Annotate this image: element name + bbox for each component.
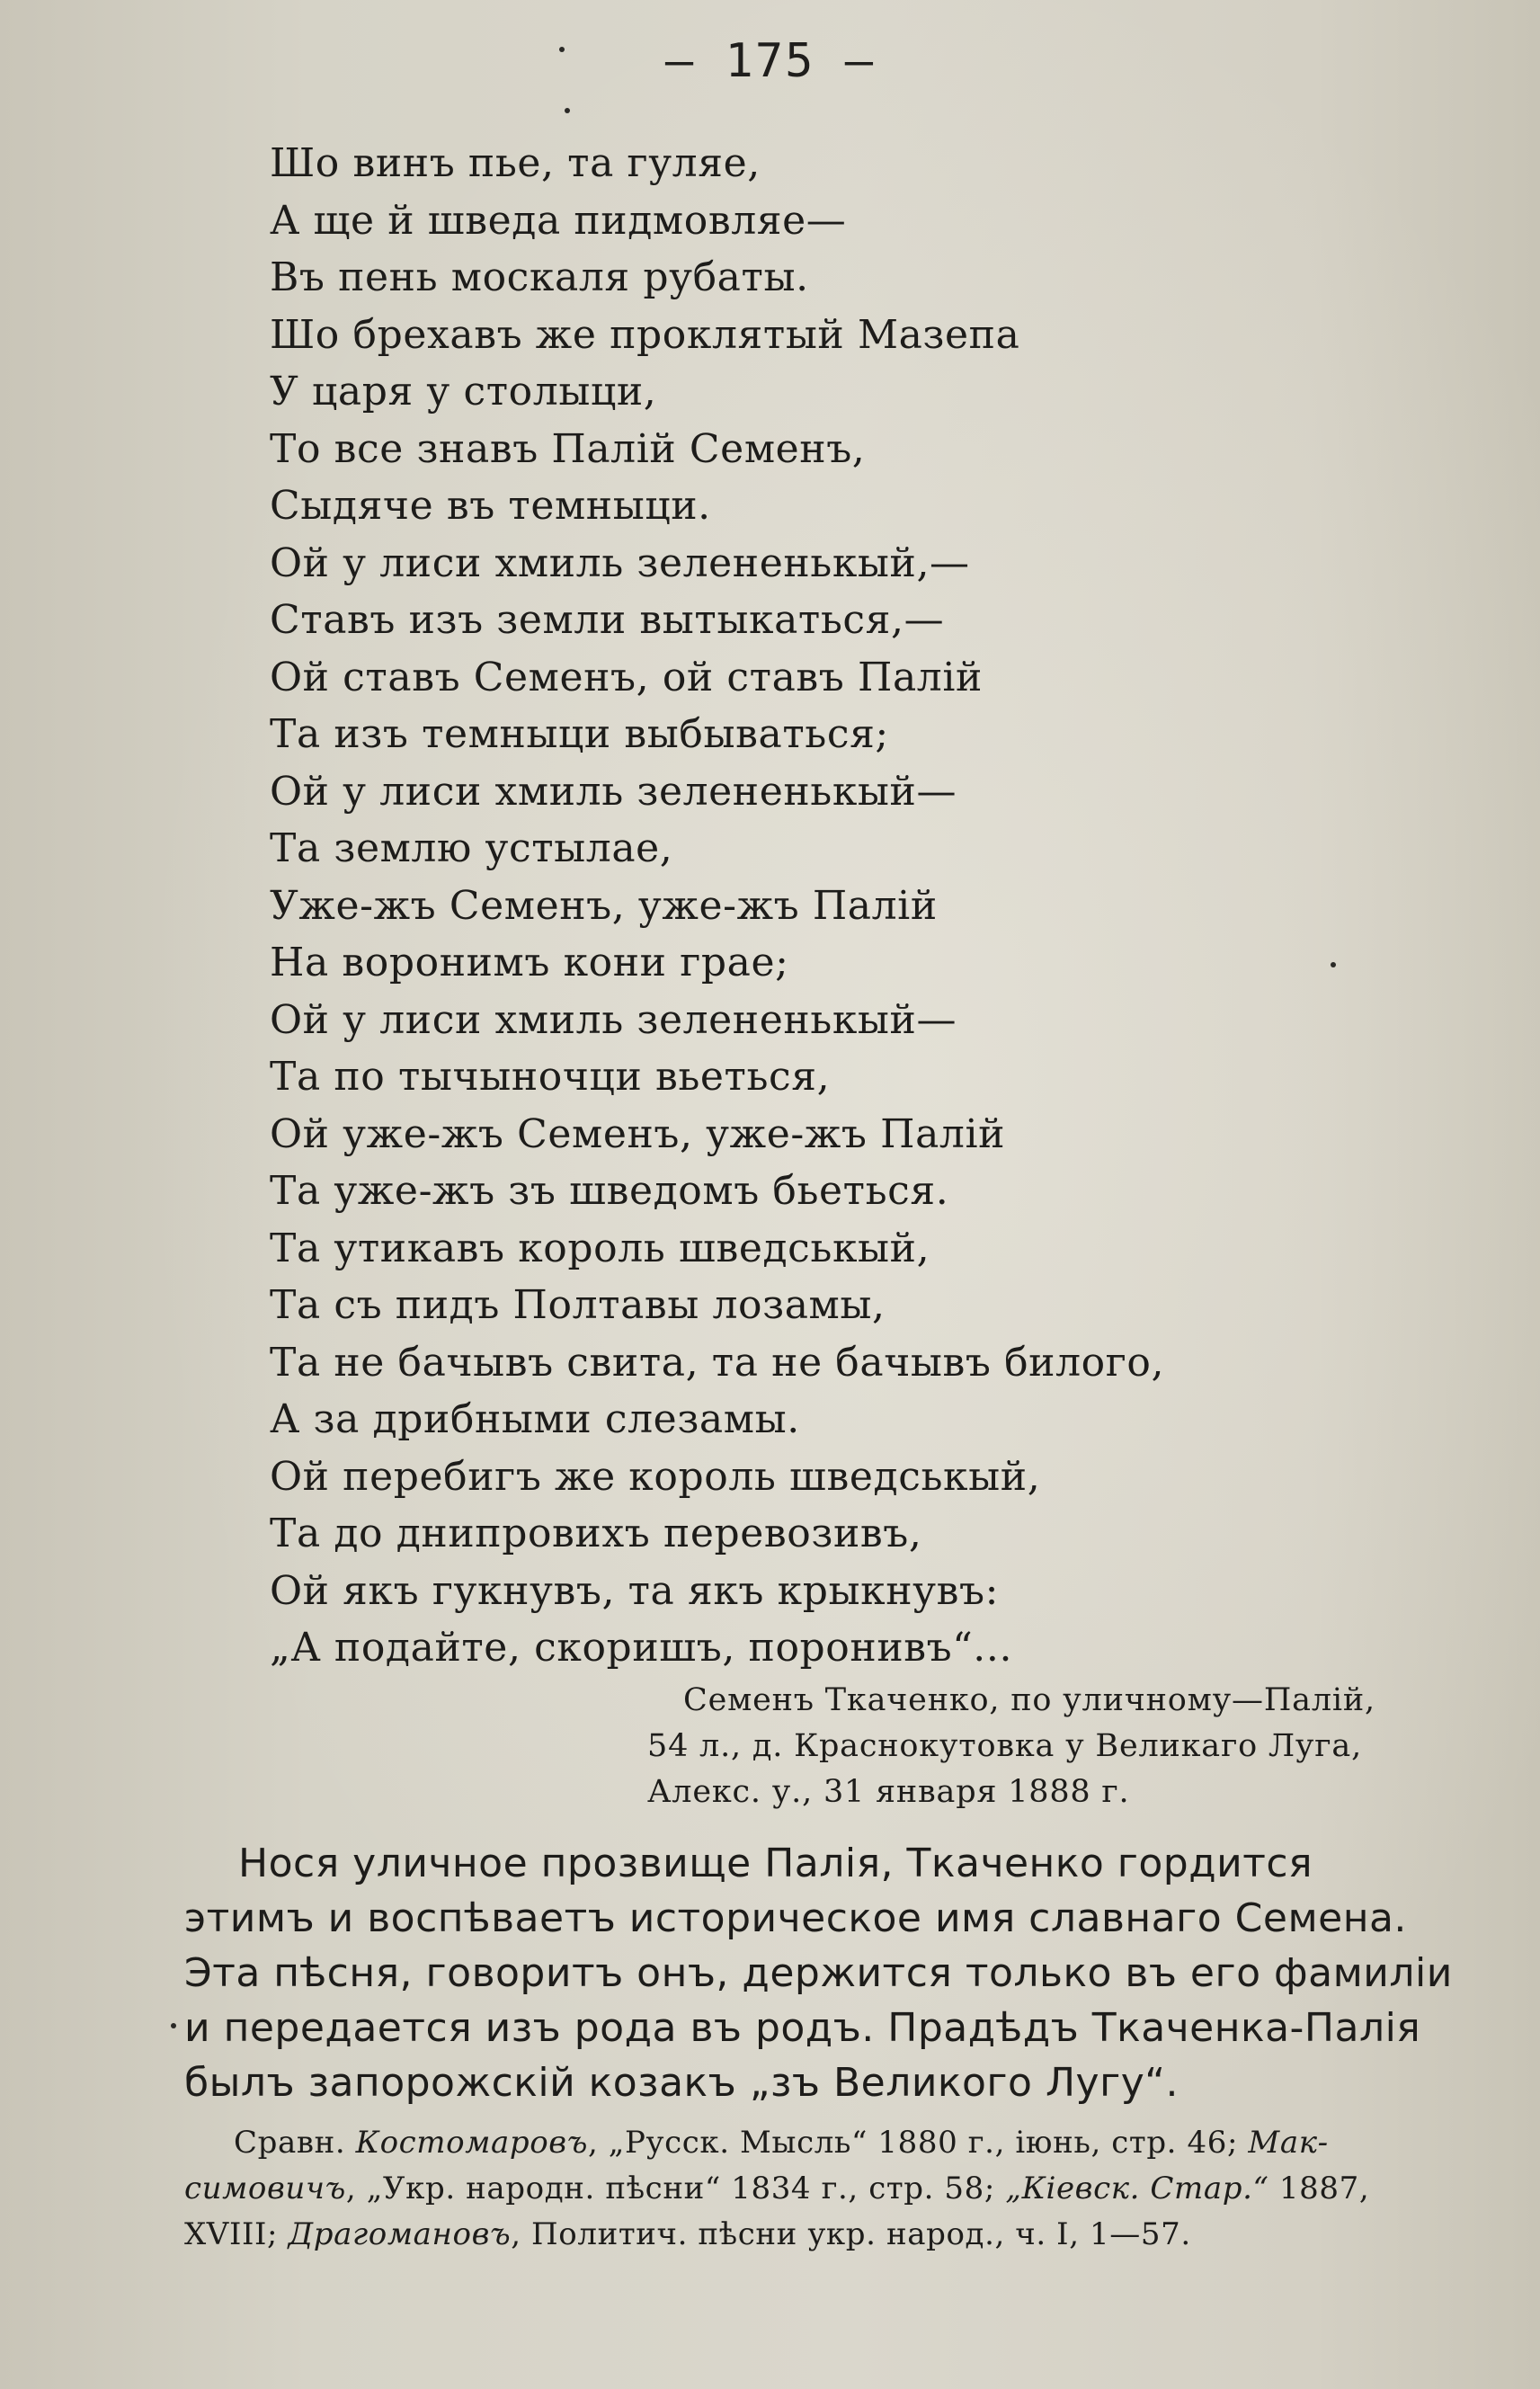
ref-text: , Политич. пѣсни укр. народ., ч. I, 1—57. [511,2216,1191,2252]
ref-text: 1887, [1268,2171,1370,2206]
poem-line: Ой у лиси хмиль зелененькый— [270,768,957,815]
poem-line: Сыдяче въ темныци. [270,483,711,529]
poem-line: Та изъ темныци выбываться; [270,711,889,757]
attribution-line: Алекс. у., 31 января 1888 г. [647,1774,1130,1810]
poem-line: Шо винъ пье, та гуляе, [270,140,761,186]
poem-line: А за дрибными слезамы. [270,1396,800,1442]
ink-speck [565,108,570,113]
attribution-line: Семенъ Ткаченко, по уличному—Палій, [683,1682,1375,1718]
poem-line: „А подайте, скоришъ, поронивъ“... [270,1625,1013,1671]
poem-line: Ой у лиси хмиль зелененькый,— [270,539,970,586]
poem-line: Ставъ изъ земли вытыкаться,— [270,597,945,643]
singer-attribution [647,1678,1456,1815]
poem-line: Та землю устылае, [270,825,673,871]
ref-text: Сравн. [234,2125,356,2161]
ref-journal: „Кіевск. Стар.“ [1005,2171,1269,2206]
poem-line: А ще й шведа пидмовляе— [270,197,847,244]
poem-line: Ой уже-жъ Семенъ, уже-жъ Палій [270,1110,1006,1157]
ref-text: XVIII; [184,2216,289,2252]
poem-line: Та до днипровихъ перевозивъ, [270,1511,922,1556]
ref-text: , „Укр. народн. пѣсни“ 1834 г., стр. 58; [345,2171,1006,2206]
commentary-line: и передается изъ рода въ родъ. Прадѣдъ Ткаченка-Палія [184,2005,1421,2051]
commentary-line: этимъ и воспѣваетъ историческое имя славнаго Семена. [184,1895,1407,1941]
references-footnote [184,2120,1461,2258]
page-number: — 175 — [664,34,876,88]
poem-line: Та утикавъ король шведськый, [270,1225,930,1271]
reference-line [184,2120,1461,2166]
poem-line: Въ пень москаля рубаты. [270,254,809,300]
reference-line [184,2212,1461,2258]
poem-line: Та не бачывъ свита, та не бачывъ билого, [270,1339,1165,1386]
poem-line: Ой у лиси хмиль зелененькый— [270,996,957,1043]
poem-line: На воронимъ кони грае; [270,940,789,985]
poem-line: Ой якъ гукнувъ, та якъ крыкнувъ: [270,1567,1000,1614]
commentary-paragraph [184,1836,1452,2110]
ink-speck [171,2023,176,2028]
poem-line: Уже-жъ Семенъ, уже-жъ Палій [270,882,938,929]
poem-line: Ой ставъ Семенъ, ой ставъ Палій [270,654,983,700]
poem-line: Та по тычыночци вьеться, [270,1054,831,1100]
poem-line: То все знавъ Палій Семенъ, [270,425,866,472]
poem-verse [270,135,1349,1677]
ref-author: симовичъ [184,2171,346,2206]
poem-line: Шо брехавъ же проклятый Мазепа [270,311,1020,358]
reference-line [184,2166,1461,2212]
commentary-line: Нося уличное прозвище Палія, Ткаченко гордится [238,1841,1313,1886]
attribution-line: 54 л., д. Краснокутовка у Великаго Луга, [647,1728,1363,1764]
ref-author: Костомаровъ [355,2125,588,2161]
ref-author: Мак- [1248,2125,1329,2161]
ref-text: , „Русск. Мысль“ 1880 г., іюнь, стр. 46; [587,2125,1249,2161]
commentary-line: былъ запорожскій козакъ „зъ Великого Лугу“. [184,2060,1179,2106]
poem-line: У царя у столыци, [270,369,657,415]
ink-speck [559,47,565,52]
poem-line: Та уже-жъ зъ шведомъ бьеться. [270,1168,949,1214]
ref-author: Драгомановъ [288,2216,512,2252]
poem-line: Та съ пидъ Полтавы лозамы, [270,1282,886,1328]
poem-line: Ой перебигъ же король шведськый, [270,1453,1041,1500]
commentary-line: Эта пѣсня, говоритъ онъ, держится только въ его фамиліи [184,1950,1453,1996]
